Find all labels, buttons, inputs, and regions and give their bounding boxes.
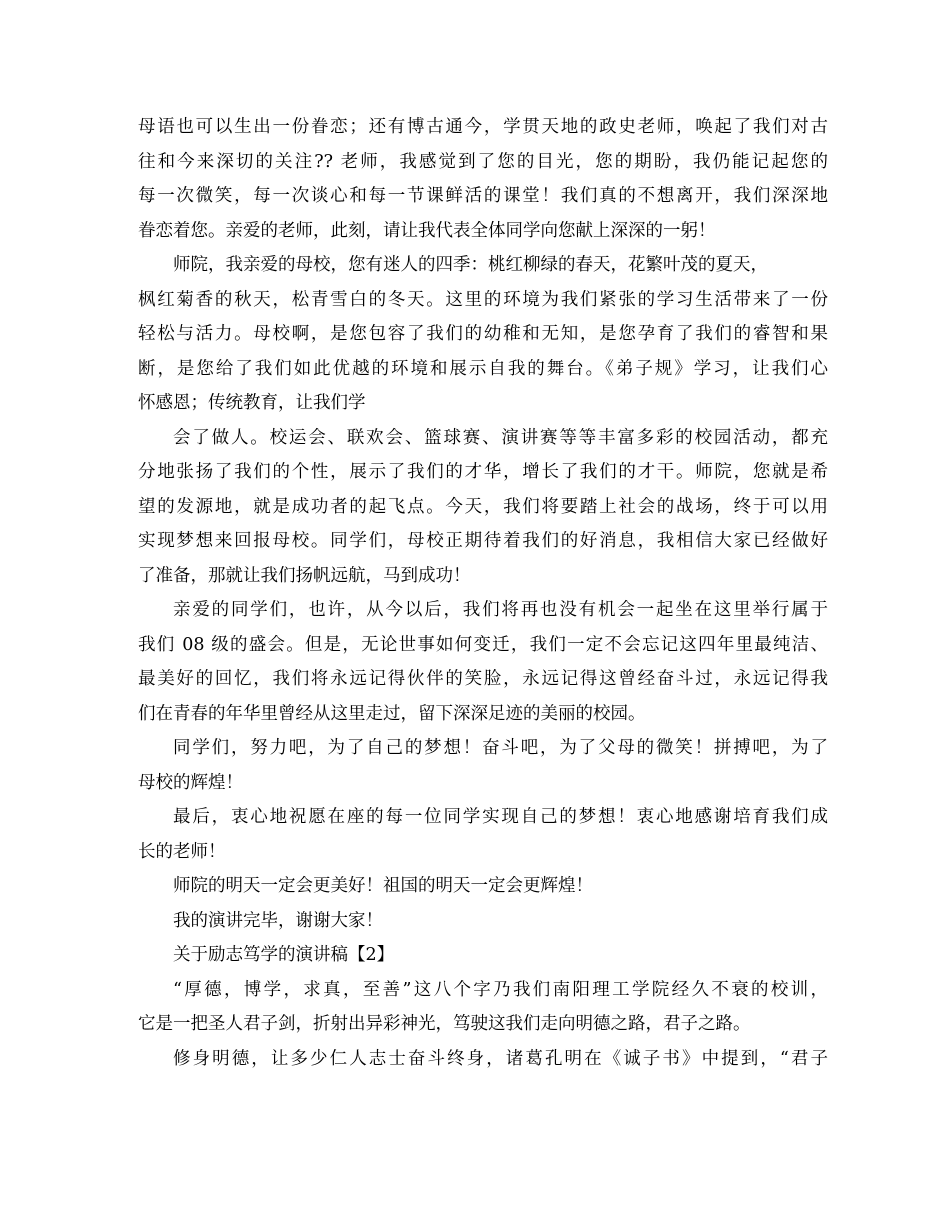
text-line: 会了做人。校运会、联欢会、篮球赛、演讲赛等等丰富多彩的校园活动，都充	[173, 427, 828, 448]
text-line: 枫红菊香的秋天，松青雪白的冬天。这里的环境为我们紧张的学习生活带来了一份	[138, 289, 828, 310]
text-line: 长的老师！	[138, 841, 226, 862]
text-line: 同学们，努力吧，为了自己的梦想！奋斗吧，为了父母的微笑！拼搏吧，为了	[173, 738, 828, 758]
text-line: 轻松与活力。母校啊，是您包容了我们的幼稚和无知，是您孕育了我们的睿智和果	[138, 324, 828, 344]
text-line: 最美好的回忆，我们将永远记得伙伴的笑脸，永远记得这曾经奋斗过，永远记得我	[138, 669, 828, 689]
text-line: 实现梦想来回报母校。同学们，母校正期待着我们的好消息，我相信大家已经做好	[138, 531, 828, 551]
text-line: 母校的辉煌！	[138, 772, 243, 793]
text-line: 我的演讲完毕，谢谢大家！	[173, 910, 383, 931]
text-line: 它是一把圣人君子剑，折射出异彩神光，笃驶这我们走向明德之路，君子之路。	[138, 1014, 751, 1034]
text-line: 我们 08 级的盛会。但是，无论世事如何变迁，我们一定不会忘记这四年里最纯洁、	[138, 634, 828, 655]
text-line: 师院的明天一定会更美好！祖国的明天一定会更辉煌！	[173, 876, 593, 896]
text-line: 亲爱的同学们，也许，从今以后，我们将再也没有机会一起坐在这里举行属于	[173, 600, 828, 620]
text-line: 怀感恩；传统教育，让我们学	[138, 393, 366, 413]
text-line: 修身明德，让多少仁人志士奋斗终身，诸葛孔明在《诚子书》中提到，“君子	[173, 1048, 828, 1069]
text-line: 断，是您给了我们如此优越的环境和展示自我的舞台。《弟子规》学习，让我们心	[138, 358, 828, 379]
section-heading: 关于励志笃学的演讲稿【2】	[173, 945, 395, 965]
text-line: 母语也可以生出一份眷恋；还有博古通今，学贯天地的政史老师，唤起了我们对古	[138, 117, 828, 137]
text-line: 望的发源地，就是成功者的起飞点。今天，我们将要踏上社会的战场，终于可以用	[138, 496, 828, 517]
text-line: 眷恋着您。亲爱的老师，此刻，请让我代表全体同学向您献上深深的一躬！	[138, 220, 716, 241]
text-line: 每一次微笑，每一次谈心和每一节课鲜活的课堂！我们真的不想离开，我们深深地	[138, 186, 828, 206]
text-line: 了准备，那就让我们扬帆远航，马到成功！	[138, 565, 471, 586]
text-line: 往和今来深切的关注?? 老师，我感觉到了您的目光，您的期盼，我仍能记起您的	[138, 151, 828, 172]
text-line: 分地张扬了我们的个性，展示了我们的才华，增长了我们的才干。师院，您就是希	[138, 462, 828, 482]
text-line: “厚德，博学，求真，至善”这八个字乃我们南阳理工学院经久不衰的校训，	[173, 979, 828, 1000]
text-line: 最后，衷心地祝愿在座的每一位同学实现自己的梦想！衷心地感谢培育我们成	[173, 807, 828, 827]
text-line: 师院，我亲爱的母校，您有迷人的四季：桃红柳绿的春天，花繁叶茂的夏天，	[173, 255, 768, 275]
text-line: 们在青春的年华里曾经从这里走过，留下深深足迹的美丽的校园。	[138, 703, 646, 724]
